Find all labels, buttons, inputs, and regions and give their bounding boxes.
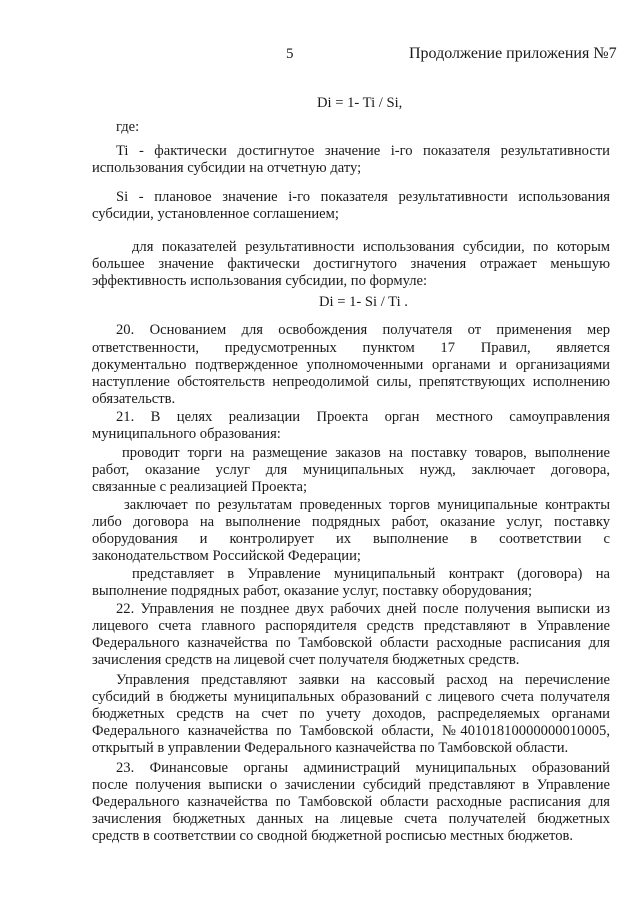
p22b-line-3: бюджетных средств на счет по учету доходов, распределяемых органами: [92, 706, 610, 722]
p21-a-line-1: проводит торги на размещение заказов на поставку товаров, выполнение: [122, 445, 610, 461]
p21-c-line-2: выполнение подрядных работ, оказание услуг, поставку оборудования;: [92, 583, 533, 599]
appendix-continuation-label: Продолжение приложения №7: [409, 45, 617, 62]
ti-definition-line-2: использования субсидии на отчетную дату;: [92, 160, 362, 176]
reverse-indicator-line-2: большее значение фактически достигнутого значения отражает меньшую: [92, 256, 610, 272]
p22b-line-4: Федерального казначейства по Тамбовской области, №40101810000000010005,: [92, 723, 610, 739]
p22-line-1: 22. Управления не позднее двух рабочих дней после получения выписки из: [116, 601, 610, 617]
p20-line-4: наступление обстоятельств непреодолимой силы, препятствующих исполнению: [92, 374, 610, 390]
p21-b-line-2: либо договора на выполнение подрядных работ, оказание услуг, поставку: [92, 514, 610, 530]
p20-line-3: документально подтвержденное уполномоченными органами и организациями: [92, 357, 610, 373]
p20-line-1: 20. Основанием для освобождения получателя от применения мер: [116, 322, 610, 338]
si-definition-line-2: субсидии, установленное соглашением;: [92, 206, 339, 222]
p20-line-5: обязательств.: [92, 391, 176, 407]
p23-line-4: зачисления бюджетных данных на лицевые счета получателей бюджетных: [92, 811, 610, 827]
p21-a-line-2: работ, оказание услуг для муниципальных нужд, заключает договора,: [92, 462, 610, 478]
p23-line-3: Федерального казначейства по Тамбовской области расходные расписания для: [92, 794, 610, 810]
p23-line-1: 23. Финансовые органы администраций муниципальных образований: [116, 760, 610, 776]
p22-line-4: зачисления средств на лицевой счет получателя бюджетных средств.: [92, 652, 520, 668]
page-number: 5: [286, 46, 294, 62]
p21-c-line-1: представляет в Управление муниципальный контракт (договора) на: [132, 566, 610, 582]
reverse-indicator-line-1: для показателей результативности использования субсидии, по которым: [132, 239, 610, 255]
p21-b-line-1: заключает по результатам проведенных торгов муниципальные контракты: [124, 497, 610, 513]
p23-line-2: после получения выписки о зачислении субсидий представляют в Управление: [92, 777, 610, 793]
p22b-line-2: субсидий в бюджеты муниципальных образований с лицевого счета получателя: [92, 689, 610, 705]
p21-a-line-3: связанные с реализацией Проекта;: [92, 479, 308, 495]
reverse-indicator-line-3: эффективность использования субсидии, по формуле:: [92, 273, 428, 289]
p21-line-1: 21. В целях реализации Проекта орган местного самоуправления: [116, 409, 610, 425]
p23-line-5: средств в соответствии со сводной бюджетной росписью местных бюджетов.: [92, 828, 574, 844]
ti-definition-line-1: Ti - фактически достигнутое значение i-го показателя результативности: [116, 143, 610, 159]
p21-b-line-3: оборудования и контролирует их выполнение в соответствии с: [92, 531, 610, 547]
where-label: где:: [116, 119, 140, 135]
p22-line-3: Федерального казначейства по Тамбовской области расходные расписания для: [92, 635, 610, 651]
p22b-line-1: Управления представляют заявки на кассовый расход на перечисление: [116, 672, 610, 688]
p21-b-line-4: законодательством Российской Федерации;: [92, 548, 361, 564]
formula-di-main: Di = 1- Ti / Si,: [317, 95, 403, 111]
si-definition-line-1: Si - плановое значение i-го показателя результативности использования: [116, 189, 610, 205]
p22-line-2: лицевого счета главного распорядителя средств представляют в Управление: [92, 618, 610, 634]
formula-di-reverse: Di = 1- Si / Ti .: [319, 294, 408, 310]
p21-line-2: муниципального образования:: [92, 426, 281, 442]
p20-line-2: ответственности, предусмотренных пунктом 17 Правил, является: [92, 340, 610, 356]
p22b-line-5: открытый в управлении Федерального казначейства по Тамбовской области.: [92, 740, 569, 756]
